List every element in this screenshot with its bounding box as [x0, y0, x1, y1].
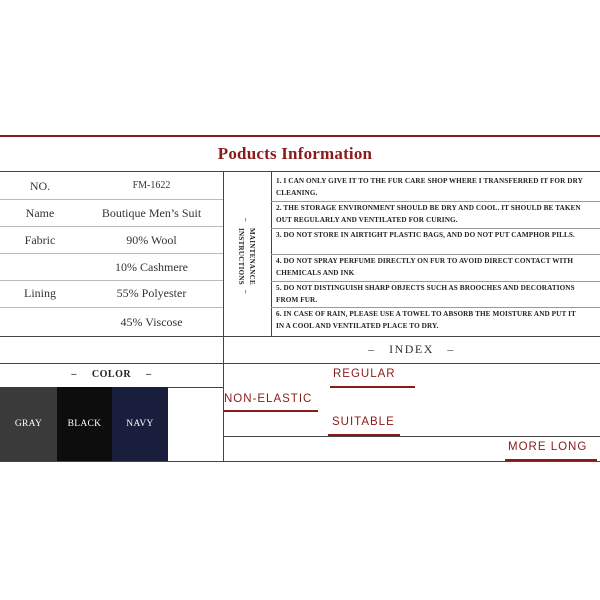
color-dash-right: – [146, 369, 152, 380]
instruction-item: 3. DO NOT STORE IN AIRTIGHT PLASTIC BAGS, AND DO NOT PUT CAMPHOR PILLS. [276, 231, 575, 239]
table-top-border [0, 171, 600, 172]
color-label: COLOR [91, 369, 132, 380]
page-title: Poducts Information [217, 144, 373, 163]
row-divider [0, 253, 223, 254]
non-elastic-underline [223, 410, 318, 412]
instruction-item: 1. I CAN ONLY GIVE IT TO THE FUR CARE SHOP WHERE I TRANSFERRED IT FOR DRY CLEANING. [276, 177, 583, 197]
index-item-regular: REGULAR [333, 368, 396, 380]
maintenance-dash: – [242, 218, 250, 222]
color-heading [0, 369, 223, 380]
name-value: Boutique Men’s Suit [101, 206, 202, 220]
row-divider [0, 307, 223, 308]
name-label: Name [25, 206, 55, 220]
table-bottom-border [0, 461, 600, 462]
index-item-suitable: SUITABLE [332, 416, 395, 428]
fabric-label: Fabric [24, 233, 56, 247]
row-divider [0, 363, 600, 364]
index-heading [223, 342, 600, 357]
instruction-item: 2. THE STORAGE ENVIRONMENT SHOULD BE DRY AND COOL. IT SHOULD BE TAKEN OUT REGULARLY AND VENTILATED FOR CURING. [276, 204, 581, 224]
index-dash-right: – [447, 342, 455, 356]
color-dash-left: – [71, 369, 77, 380]
index-dash-left: – [368, 342, 376, 356]
instruction-item: 6. IN CASE OF RAIN, PLEASE USE A TOWEL TO ABSORB THE MOISTURE AND PUT IT IN A COOL AND VENTILATED PLACE TO DRY. [276, 310, 576, 330]
fabric-value-2: 10% Cashmere [115, 260, 188, 274]
row-divider [0, 336, 600, 337]
swatch-black: BLACK [57, 387, 112, 461]
index-item-non-elastic: NON-ELASTIC [224, 393, 313, 405]
row-divider [0, 280, 223, 281]
lining-value-1: 55% Polyester [116, 286, 187, 300]
fabric-value-1: 90% Wool [126, 233, 177, 247]
maintenance-title-1: MAINTENANCE [248, 228, 256, 285]
row-divider [0, 199, 223, 200]
more-long-underline [505, 459, 597, 461]
swatch-navy: NAVY [112, 387, 168, 461]
no-value: FM-1622 [132, 180, 171, 191]
lining-label: Lining [24, 286, 56, 300]
index-item-more-long: MORE LONG [508, 441, 588, 453]
top-accent-bar [0, 135, 600, 137]
maintenance-title-2: INSTRUCTIONS [237, 228, 245, 285]
instruction-item: 5. DO NOT DISTINGUISH SHARP OBJECTS SUCH AS BROOCHES AND DECORATIONS FROM FUR. [276, 284, 575, 304]
swatch-gray: GRAY [0, 387, 57, 461]
row-divider [0, 226, 223, 227]
divider-left-right [223, 171, 224, 461]
index-label: INDEX [389, 342, 434, 356]
maintenance-dash: – [242, 290, 250, 294]
regular-underline [330, 386, 415, 388]
suitable-underline [328, 434, 400, 436]
index-row-divider [223, 436, 600, 437]
lining-value-2: 45% Viscose [120, 315, 183, 329]
instruction-item: 4. DO NOT SPRAY PERFUME DIRECTLY ON FUR TO AVOID DIRECT CONTACT WITH CHEMICALS AND INK [276, 257, 574, 277]
no-label: NO. [29, 179, 51, 193]
